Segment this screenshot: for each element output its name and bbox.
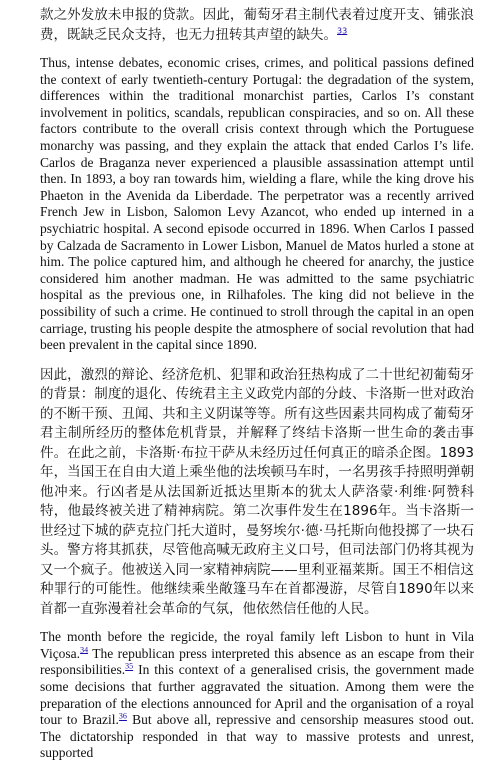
paragraph-text: In this context of a generalised crisis, the government made some decisions that further aggravated the situation. Among them were the preparation of the elections announced for April and the organisation of a royal tour to Brazil. xyxy=(40,662,474,728)
english-paragraph: Thus, intense debates, economic crises, crimes, and political passions defined the context of early twentieth-century Portugal: the degradation of the system, differences within the traditional monarchist parties, Carlos I’s constant involvement in politics, scandals, republican conspiracies, and so on. All these factors contribute to the overall crisis context through which the Portuguese monarchy was passing, and they explain the attack that ended Carlos I’s life. Carlos de Braganza never experienced a plausible assassination attempt until then. In 1893, a boy ran towards him, wielding a flare, while the king drove his Phaeton in the Avenida da Liberdade. The perpetrator was a recently arrived French Jew in Lisbon, Salomon Levy Azancot, who ended up interned in a psychiatric hospital. A second episode occurred in 1896. When Carlos I passed by Calzada de Sacramento in Lower Lisbon, Manuel de Matos hurled a stone at him. The police captured him, and although he cheered for anarchy, the justice considered him another madman. He was admitted to the same psychiatric hospital as the previous one, in Rilhafoles. The king did not believe in the possibility of such a crime. He continued to stroll through the capital in an open carriage, trusting his people despite the atmosphere of social revolution that had been prevalent in the capital since 1890. xyxy=(40,55,474,353)
paragraph-text: The month before the regicide, the royal family left Lisbon to hunt in Vila Viçosa. xyxy=(40,629,474,661)
footnote-link-35[interactable]: 35 xyxy=(125,661,134,671)
chinese-paragraph: 因此，激烈的辩论、经济危机、犯罪和政治狂热构成了二十世纪初葡萄牙的背景：制度的退化、传统君主主义政党内部的分歧、卡洛斯一世对政治的不断干预、丑闻、共和主义阴谋等等。所有这些因素共同构成了葡萄牙君主制所经历的整体危机背景，并解释了终结卡洛斯一世生命的袭击事件。在此之前，卡洛斯·布拉干萨从未经历过任何真正的暗杀企图。1893年，当国王在自由大道上乘坐他的法埃顿马车时，一名男孩手持照明弹朝他冲来。行凶者是从法国新近抵达里斯本的犹太人萨洛蒙·利维·阿赞科特，他最终被关进了精神病院。第二次事件发生在1896年。当卡洛斯一世经过下城的萨克拉门托大道时，曼努埃尔·德·马托斯向他投掷了一块石头。警方将其抓获，尽管他高喊无政府主义口号，但司法部门仍将其视为又一个疯子。他被送入同一家精神病院——里利亚福莱斯。国王不相信这种罪行的可能性。他继续乘坐敞篷马车在首都漫游，尽管自1890年以来首都一直弥漫着社会革命的气氛，他依然信任他的人民。 xyxy=(40,366,474,617)
footnote-link-36[interactable]: 36 xyxy=(118,711,127,721)
paragraph-text: The republican press interpreted this absence as an escape from their responsibilities. xyxy=(40,645,474,678)
chinese-paragraph xyxy=(40,6,474,45)
paragraph-text: But above all, repressive and censorship measures stood out. The dictatorship responded in that way to massive protests and unrest, supported xyxy=(40,712,474,761)
english-paragraph xyxy=(40,629,474,762)
paragraph-text: 款之外发放未申报的贷款。因此，葡萄牙君主制代表着过度开支、铺张浪费，既缺乏民众支持，也无力扭转其声望的缺失。 xyxy=(40,7,474,43)
footnote-link-33[interactable]: 33 xyxy=(337,26,348,35)
footnote-link-34[interactable]: 34 xyxy=(80,645,89,655)
